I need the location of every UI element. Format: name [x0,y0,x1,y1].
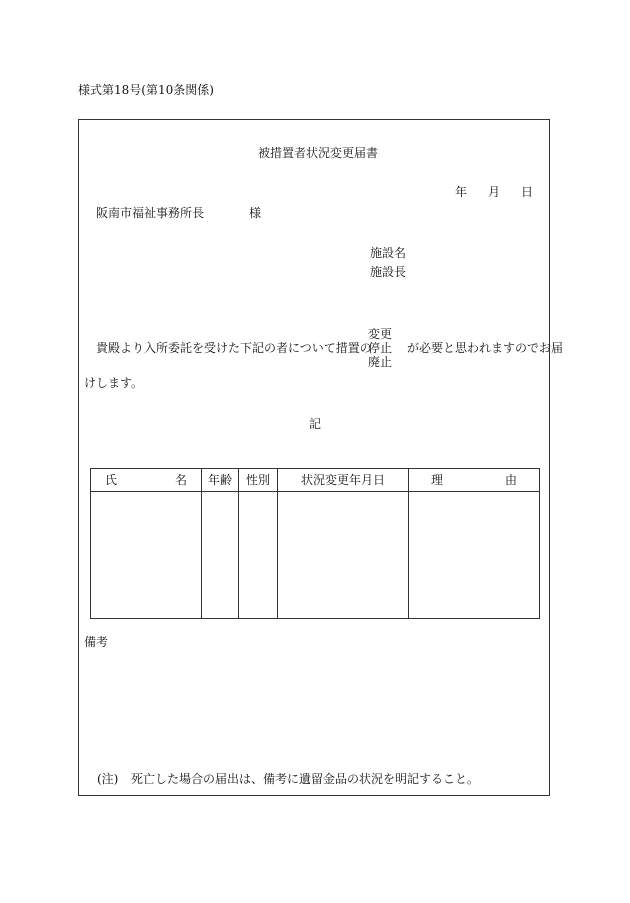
body-text-line1: 貴殿より入所委託を受けた下記の者について措置の [96,341,372,355]
facility-head-label: 施設長 [370,265,407,279]
header-age: 年齢 [202,469,239,492]
date-day-label: 日 [521,185,534,199]
record-table [90,468,540,619]
form-border [78,119,550,796]
cell-reason [409,492,540,619]
footnote-text: 死亡した場合の届出は、備考に遺留金品の状況を明記すること。 [131,772,480,786]
cell-change-date [278,492,409,619]
option-suspend: 停止 [368,341,393,355]
addressee: 阪南市福祉事務所長 [96,206,205,220]
option-change: 変更 [368,327,393,341]
facility-name-label: 施設名 [370,246,407,260]
header-reason: 理 由 [409,469,540,492]
measure-options [368,327,392,369]
form-number: 様式第18号(第10条関係) [78,83,214,97]
notes-label: 備考 [84,635,109,649]
cell-age [202,492,239,619]
footnote-label: (注) [97,772,119,786]
date-month-label: 月 [488,185,501,199]
document-title: 被措置者状況変更届書 [258,146,379,160]
option-abolish: 廃止 [368,355,393,369]
header-change-date: 状況変更年月日 [278,469,409,492]
table-header-row [91,469,540,492]
cell-gender [239,492,278,619]
table-row [91,492,540,619]
cell-name [91,492,202,619]
body-text-line1-end: が必要と思われますのでお届 [407,341,564,355]
ki-heading: 記 [309,417,322,431]
honorific: 様 [249,206,262,220]
body-text-line2: けします。 [84,376,144,390]
header-gender: 性別 [239,469,278,492]
header-name: 氏 名 [91,469,202,492]
date-year-label: 年 [455,185,468,199]
